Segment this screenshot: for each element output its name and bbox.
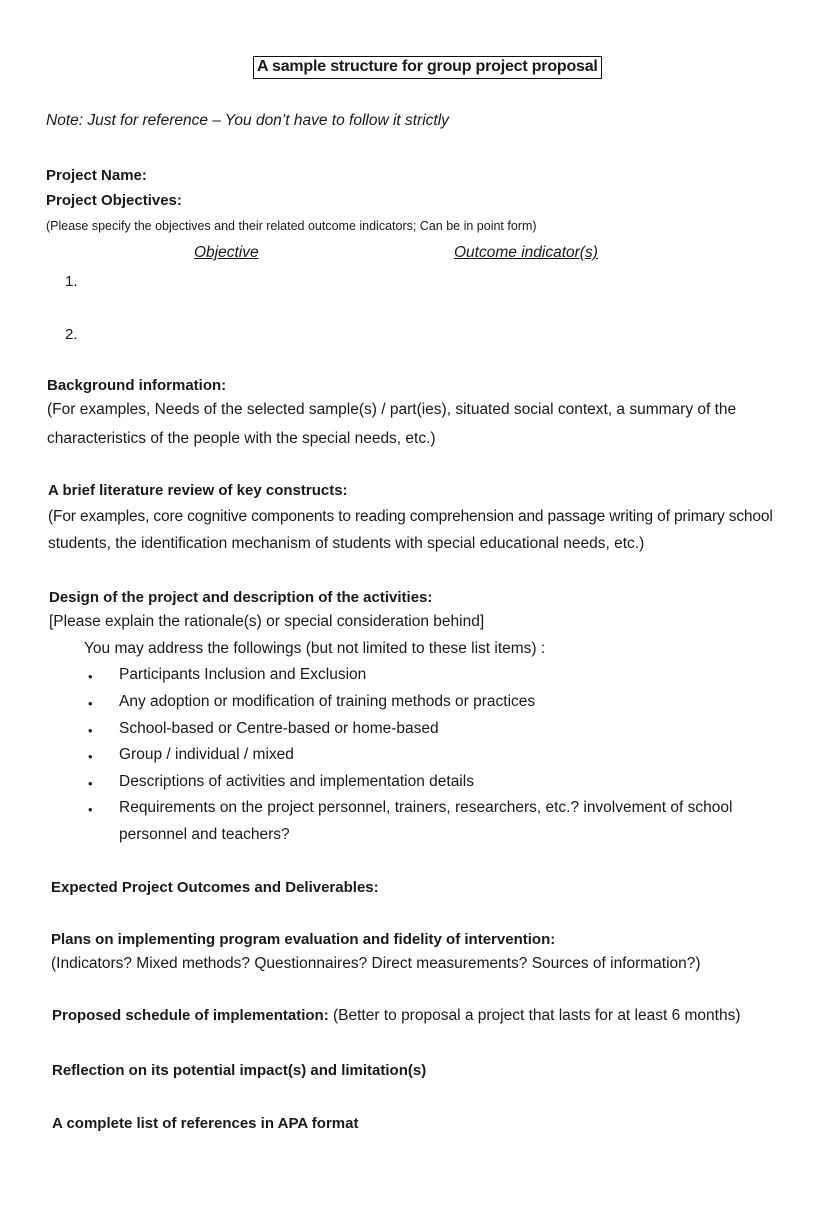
background-line-1: (For examples, Needs of the selected sample(s) / part(ies), situated social context, a summary of the xyxy=(47,401,737,418)
objective-number-2: 2. xyxy=(65,326,78,343)
references-heading: A complete list of references in APA format xyxy=(52,1115,359,1132)
objective-number-1: 1. xyxy=(65,273,78,290)
literature-line-2: students, the identification mechanism of students with special educational needs, etc.) xyxy=(48,535,645,552)
bullet-item: Any adoption or modification of training methods or practices xyxy=(119,693,536,710)
background-heading: Background information: xyxy=(47,377,227,394)
bullet-marker: • xyxy=(88,723,93,738)
bullet-marker: • xyxy=(88,776,93,791)
objectives-heading: Project Objectives: xyxy=(46,192,182,209)
document-title: A sample structure for group project proposal xyxy=(253,56,602,79)
bullet-item: Group / individual / mixed xyxy=(119,746,294,763)
literature-line-1: (For examples, core cognitive components to reading comprehension and passage writing of primary school xyxy=(48,508,773,525)
evaluation-heading: Plans on implementing program evaluation and fidelity of intervention: xyxy=(51,931,556,948)
design-line-1: [Please explain the rationale(s) or special consideration behind] xyxy=(49,613,485,630)
schedule-row xyxy=(52,1007,741,1025)
objective-column-header: Objective xyxy=(194,244,259,261)
bullet-item-continuation: personnel and teachers? xyxy=(119,826,290,843)
bullet-marker: • xyxy=(88,802,93,817)
outcomes-heading: Expected Project Outcomes and Deliverables: xyxy=(51,879,379,896)
bullet-marker: • xyxy=(88,749,93,764)
literature-heading: A brief literature review of key constructs: xyxy=(48,482,348,499)
design-heading: Design of the project and description of the activities: xyxy=(49,589,433,606)
reflection-heading: Reflection on its potential impact(s) and limitation(s) xyxy=(52,1062,427,1079)
bullet-item: School-based or Centre-based or home-based xyxy=(119,720,439,737)
objectives-instruction: (Please specify the objectives and their related outcome indicators; Can be in point form) xyxy=(46,219,537,233)
schedule-heading: Proposed schedule of implementation: xyxy=(52,1007,329,1024)
bullet-item: Participants Inclusion and Exclusion xyxy=(119,666,367,683)
reference-note: Note: Just for reference – You don’t have to follow it strictly xyxy=(46,112,449,129)
outcome-column-header: Outcome indicator(s) xyxy=(454,244,598,261)
evaluation-line-1: (Indicators? Mixed methods? Questionnaires? Direct measurements? Sources of information?) xyxy=(51,955,701,972)
background-line-2: characteristics of the people with the special needs, etc.) xyxy=(47,430,436,447)
design-line-2: You may address the followings (but not limited to these list items) : xyxy=(84,640,546,657)
bullet-marker: • xyxy=(88,669,93,684)
bullet-item: Requirements on the project personnel, trainers, researchers, etc.? involvement of school xyxy=(119,799,733,816)
bullet-item: Descriptions of activities and implementation details xyxy=(119,773,474,790)
bullet-marker: • xyxy=(88,696,93,711)
schedule-text: (Better to proposal a project that lasts for at least 6 months) xyxy=(328,1007,741,1024)
project-name-label: Project Name: xyxy=(46,167,147,184)
